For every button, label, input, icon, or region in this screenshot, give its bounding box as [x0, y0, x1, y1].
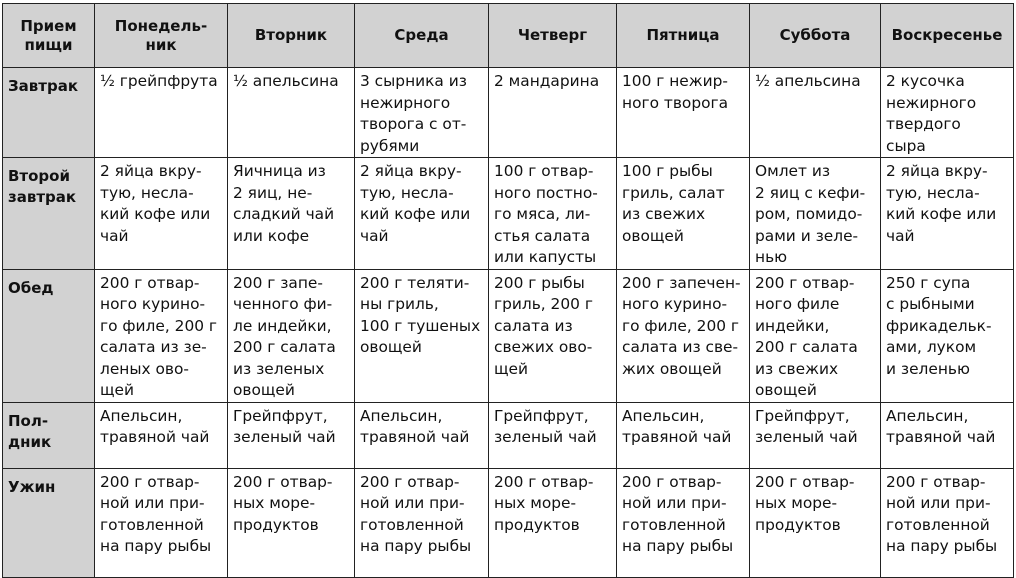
meal-plan-wrapper	[2, 3, 1013, 568]
cell-snack-monday: Апельсин, травяной чай	[95, 402, 228, 468]
cell-breakfast-tuesday: ½ апельсина	[228, 68, 355, 158]
cell-breakfast-thursday: 2 мандарина	[489, 68, 617, 158]
cell-breakfast-sunday: 2 кусочка нежирного твердого сыра	[881, 68, 1014, 158]
cell-lunch-friday: 200 г запечен- ного курино- го филе, 200 г салата из све- жих овощей	[617, 269, 750, 402]
cell-breakfast-wednesday: 3 сырника из нежирного творога с от- рубями	[355, 68, 489, 158]
cell-lunch-monday: 200 г отвар- ного курино- го филе, 200 г салата из зе- леных ово- щей	[95, 269, 228, 402]
meal-label-afternoon-snack: Пол- дник	[3, 402, 95, 468]
meal-label-dinner: Ужин	[3, 468, 95, 577]
meal-label-second-breakfast: Второй завтрак	[3, 158, 95, 270]
row-dinner	[3, 468, 1014, 577]
meal-label-lunch: Обед	[3, 269, 95, 402]
header-meal-label: Прием пищи	[3, 4, 95, 68]
header-day-friday: Пятница	[617, 4, 750, 68]
weekly-meal-plan-table	[2, 3, 1014, 578]
row-second-breakfast	[3, 158, 1014, 270]
header-day-thursday: Четверг	[489, 4, 617, 68]
cell-second-breakfast-thursday: 100 г отвар- ного постно- го мяса, ли- стья салата или капусты	[489, 158, 617, 270]
row-lunch	[3, 269, 1014, 402]
cell-dinner-thursday: 200 г отвар- ных море- продуктов	[489, 468, 617, 577]
cell-snack-wednesday: Апельсин, травяной чай	[355, 402, 489, 468]
cell-dinner-sunday: 200 г отвар- ной или при- готовленной на пару рыбы	[881, 468, 1014, 577]
cell-breakfast-saturday: ½ апельсина	[750, 68, 881, 158]
cell-breakfast-friday: 100 г нежир- ного творога	[617, 68, 750, 158]
header-row	[3, 4, 1014, 68]
header-day-saturday: Суббота	[750, 4, 881, 68]
header-day-tuesday: Вторник	[228, 4, 355, 68]
cell-lunch-wednesday: 200 г теляти- ны гриль, 100 г тушеных овощей	[355, 269, 489, 402]
cell-snack-tuesday: Грейпфрут, зеленый чай	[228, 402, 355, 468]
header-day-wednesday: Среда	[355, 4, 489, 68]
cell-breakfast-monday: ½ грейпфрута	[95, 68, 228, 158]
cell-second-breakfast-sunday: 2 яйца вкру- тую, несла- кий кофе или чай	[881, 158, 1014, 270]
row-afternoon-snack	[3, 402, 1014, 468]
cell-second-breakfast-friday: 100 г рыбы гриль, салат из свежих овощей	[617, 158, 750, 270]
cell-second-breakfast-tuesday: Яичница из 2 яиц, не- сладкий чай или кофе	[228, 158, 355, 270]
cell-lunch-thursday: 200 г рыбы гриль, 200 г салата из свежих ово- щей	[489, 269, 617, 402]
cell-snack-saturday: Грейпфрут, зеленый чай	[750, 402, 881, 468]
cell-lunch-sunday: 250 г супа с рыбными фрикадельк- ами, луком и зеленью	[881, 269, 1014, 402]
row-breakfast	[3, 68, 1014, 158]
cell-snack-friday: Апельсин, травяной чай	[617, 402, 750, 468]
cell-second-breakfast-monday: 2 яйца вкру- тую, несла- кий кофе или чай	[95, 158, 228, 270]
cell-second-breakfast-saturday: Омлет из 2 яиц с кефи- ром, помидо- рами и зеле- нью	[750, 158, 881, 270]
cell-lunch-tuesday: 200 г запе- ченного фи- ле индейки, 200 г салата из зеленых овощей	[228, 269, 355, 402]
cell-lunch-saturday: 200 г отвар- ного филе индейки, 200 г салата из свежих овощей	[750, 269, 881, 402]
cell-dinner-monday: 200 г отвар- ной или при- готовленной на пару рыбы	[95, 468, 228, 577]
meal-label-breakfast: Завтрак	[3, 68, 95, 158]
cell-snack-sunday: Апельсин, травяной чай	[881, 402, 1014, 468]
cell-dinner-wednesday: 200 г отвар- ной или при- готовленной на пару рыбы	[355, 468, 489, 577]
cell-dinner-friday: 200 г отвар- ной или при- готовленной на пару рыбы	[617, 468, 750, 577]
cell-dinner-saturday: 200 г отвар- ных море- продуктов	[750, 468, 881, 577]
cell-second-breakfast-wednesday: 2 яйца вкру- тую, несла- кий кофе или чай	[355, 158, 489, 270]
header-day-monday: Понедель- ник	[95, 4, 228, 68]
cell-dinner-tuesday: 200 г отвар- ных море- продуктов	[228, 468, 355, 577]
header-day-sunday: Воскресенье	[881, 4, 1014, 68]
cell-snack-thursday: Грейпфрут, зеленый чай	[489, 402, 617, 468]
